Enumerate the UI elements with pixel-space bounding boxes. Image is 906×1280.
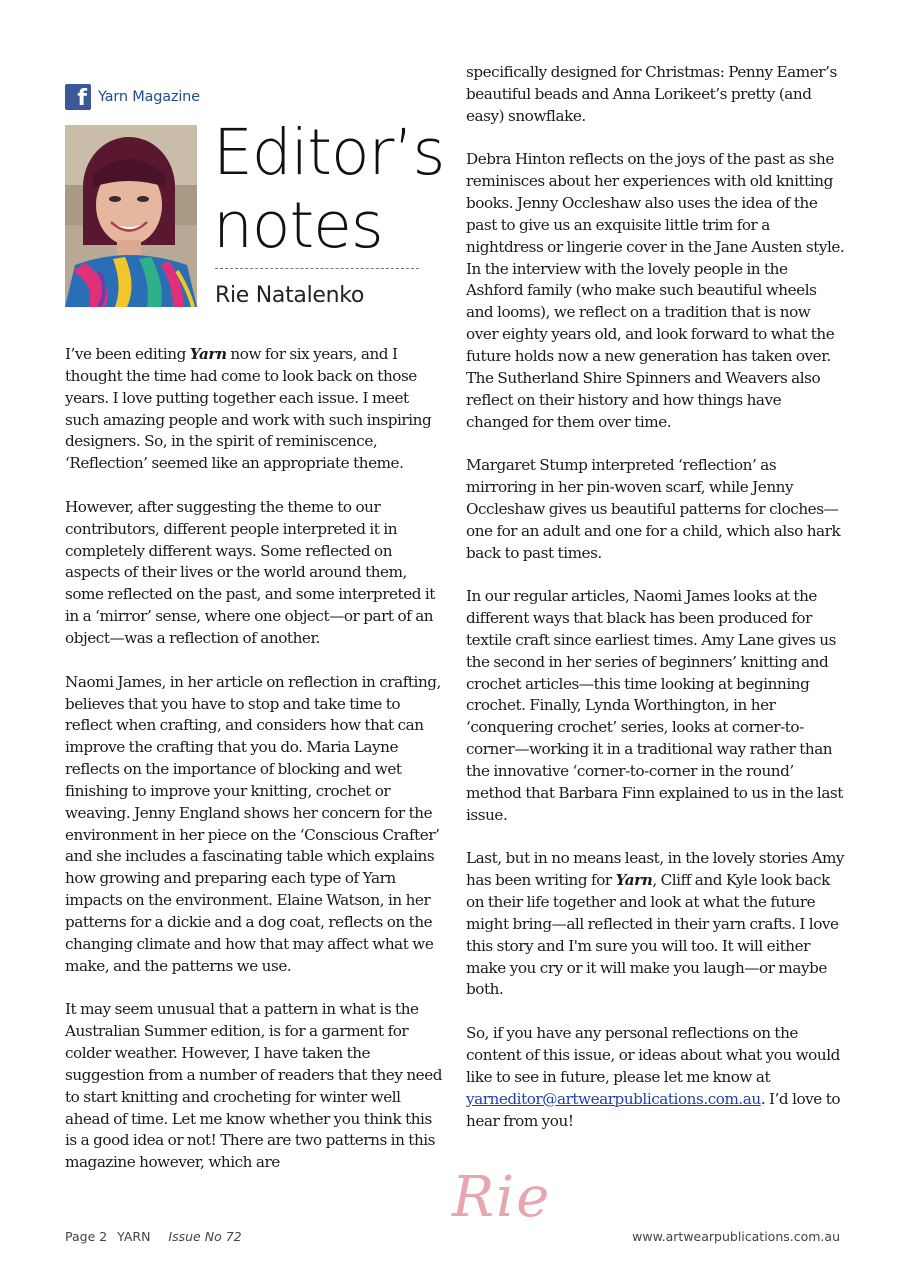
paragraph xyxy=(466,848,846,1001)
magazine-name: Yarn xyxy=(189,345,227,363)
magazine-name: Yarn xyxy=(615,871,653,890)
left-column xyxy=(65,344,443,1196)
title-divider xyxy=(215,268,419,269)
right-column xyxy=(466,62,846,1154)
website-link[interactable]: www.artwearpublications.com.au xyxy=(632,1229,840,1244)
issue-number: Issue No 72 xyxy=(168,1229,242,1244)
facebook-link[interactable] xyxy=(65,84,200,110)
facebook-label: Yarn Magazine xyxy=(98,89,200,105)
editor-email-link[interactable]: yarneditor@artwearpublications.com.au xyxy=(466,1089,761,1108)
footer-info xyxy=(65,1229,242,1244)
facebook-icon: f xyxy=(65,84,91,110)
editor-portrait-image xyxy=(65,125,197,307)
author-name: Rie Natalenko xyxy=(215,283,365,308)
title-line-2: notes xyxy=(213,189,383,262)
paragraph: Debra Hinton reflects on the joys of the past as she reminisces about her experiences with old knitting books. Jenny Occleshaw also uses the idea of the past to give us an exquisite little trim for a nightdress or lingerie cover in the Jane Austen style. In the interview with the lovely people in the Ashford family (who make such beautiful wheels and looms), we reflect on a tradition that is now over eighty years old, and look forward to what the future holds now a new generation has taken over. The Sutherland Shire Spinners and Weavers also reflect on their history and how things have changed for them over time. xyxy=(466,150,845,431)
signature: Rie xyxy=(452,1165,552,1230)
paragraph-text: now for six years, and I thought the time had come to look back on those years. I love putting together each issue. I meet such amazing people and work with such inspiring designers. So, in the spirit of reminiscence, ‘Reflection’ seemed like an appropriate theme. xyxy=(65,345,432,473)
paragraph xyxy=(466,1023,846,1132)
paragraph: However, after suggesting the theme to our contributors, different people interpreted it in completely different ways. Some reflected on aspects of their lives or the world around them, some reflected on the past, and some interpreted it in a ‘mirror’ sense, where one object—or part of an object—was a reflection of another. xyxy=(65,497,435,647)
paragraph: In our regular articles, Naomi James looks at the different ways that black has been produced for textile craft since earliest times. Amy Lane gives us the second in her series of beginners’ knitting and crochet articles—this time looking at beginning crochet. Finally, Lynda Worthington, in her ‘conquering crochet’ series, looks at corner-to-corner—working it in a traditional way rather than the innovative ‘corner-to-corner in the round’ method that Barbara Finn explained to us in the last issue. xyxy=(466,587,843,824)
paragraph: Margaret Stump interpreted ‘reflection’ as mirroring in her pin-woven scarf, while Jenny Occleshaw gives us beautiful patterns for cloches—one for an adult and one for a child, which also hark back to past times. xyxy=(466,456,841,562)
page-number: Page 2 xyxy=(65,1229,108,1244)
paragraph-text: Last, but in no means least, in the lovely stories Amy has been writing for xyxy=(466,849,845,890)
title-line-1: Editor’s xyxy=(213,116,445,189)
page-title xyxy=(213,116,444,262)
magazine-label: YARN xyxy=(117,1229,151,1244)
paragraph xyxy=(65,344,443,475)
editor-photo xyxy=(65,125,197,307)
paragraph-text: So, if you have any personal reflections on the content of this issue, or ideas about what you would like to see in future, please let me know at xyxy=(466,1024,840,1086)
paragraph-text: , Cliff and Kyle look back on their life together and look at what the future might bring—all reflected in their yarn crafts. I love this story and I'm sure you will too. It will either make you cry or it will make you laugh—or maybe both. xyxy=(466,871,839,999)
paragraph-text: . I’d love to hear from you! xyxy=(466,1089,841,1130)
paragraph: It may seem unusual that a pattern in what is the Australian Summer edition, is for a garment for colder weather. However, I have taken the suggestion from a number of readers that they need to start knitting and crocheting for winter well ahead of time. Let me know whether you think this is a good idea or not! There are two patterns in this magazine however, which are xyxy=(65,1000,443,1172)
paragraph: specifically designed for Christmas: Penny Eamer’s beautiful beads and Anna Lorikeet’s pretty (and easy) snowflake. xyxy=(466,63,837,125)
paragraph: Naomi James, in her article on reflection in crafting, believes that you have to stop and take time to reflect when crafting, and considers how that can improve the crafting that you do. Maria Layne reflects on the importance of blocking and wet finishing to improve your knitting, crochet or weaving. Jenny England shows her concern for the environment in her piece on the ‘Conscious Crafter’ and she includes a fascinating table which explains how growing and preparing each type of Yarn impacts on the environment. Elaine Watson, in her patterns for a dickie and a dog coat, reflects on the changing climate and how that may affect what we make, and the patterns we use. xyxy=(65,672,441,975)
paragraph-text: I’ve been editing xyxy=(65,345,190,363)
